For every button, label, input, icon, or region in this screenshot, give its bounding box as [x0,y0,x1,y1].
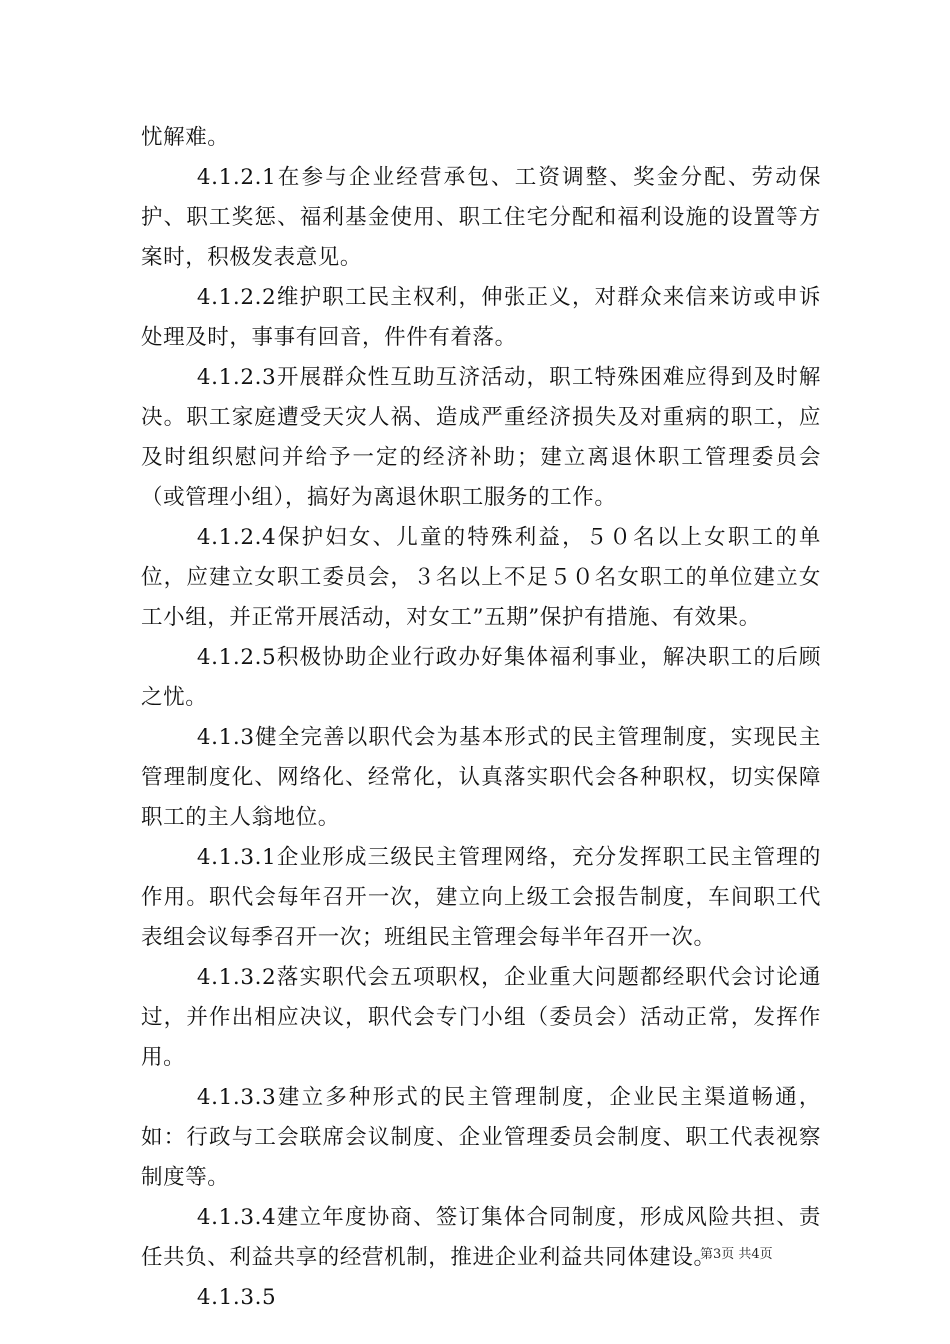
clause-4-1-2-1: 4.1.2.1在参与企业经营承包、工资调整、奖金分配、劳动保护、职工奖惩、福利基金使用、职工住宅分配和福利设施的设置等方案时，积极发表意见。 [141,165,821,270]
clause-4-1-3: 4.1.3健全完善以职代会为基本形式的民主管理制度，实现民主管理制度化、网络化、经常化，认真落实职代会各种职权，切实保障职工的主人翁地位。 [141,725,821,830]
clause-4-1-2-5: 4.1.2.5积极协助企业行政办好集体福利事业，解决职工的后顾之忧。 [141,645,821,710]
clause-4-1-2-4: 4.1.2.4保护妇女、儿童的特殊利益，５０名以上女职工的单位，应建立女职工委员会，３名以上不足５０名女职工的单位建立女工小组，并正常开展活动，对女工”五期”保护有措施、有效果。 [141,525,821,630]
clause-4-1-3-5: 4.1.3.5 [196,1285,277,1310]
clause-4-1-2-2: 4.1.2.2维护职工民主权利，伸张正义，对群众来信来访或申诉处理及时，事事有回音，件件有着落。 [141,285,821,350]
paragraph-continuation: 忧解难。 [141,125,230,150]
document-body [141,118,821,1318]
page-number-footer: 第3页 共4页 [700,1247,773,1262]
clause-4-1-3-3: 4.1.3.3建立多种形式的民主管理制度，企业民主渠道畅通，如：行政与工会联席会议制度、企业管理委员会制度、职工代表视察制度等。 [141,1085,821,1190]
clause-4-1-3-1: 4.1.3.1企业形成三级民主管理网络，充分发挥职工民主管理的作用。职代会每年召开一次，建立向上级工会报告制度，车间职工代表组会议每季召开一次；班组民主管理会每半年召开一次。 [141,845,821,950]
clause-4-1-3-4: 4.1.3.4建立年度协商、签订集体合同制度，形成风险共担、责任共负、利益共享的经营机制，推进企业利益共同体建设。 [141,1205,821,1270]
clause-4-1-2-3: 4.1.2.3开展群众性互助互济活动，职工特殊困难应得到及时解决。职工家庭遭受天灾人祸、造成严重经济损失及对重病的职工，应及时组织慰问并给予一定的经济补助；建立离退休职工管理委员会（或管理小组），搞好为离退休职工服务的工作。 [141,365,821,510]
clause-4-1-3-2: 4.1.3.2落实职代会五项职权，企业重大问题都经职代会讨论通过，并作出相应决议，职代会专门小组（委员会）活动正常，发挥作用。 [141,965,821,1070]
